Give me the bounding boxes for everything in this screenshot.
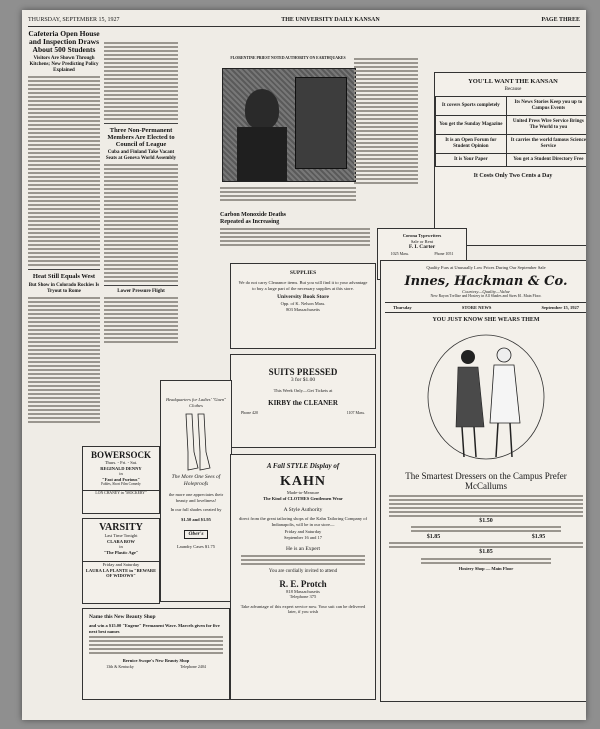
suits-phone: Phone 420 [241, 409, 258, 415]
article-body [104, 164, 178, 282]
league-headline: Three Non-Permanent Members Are Elected to Council of League [107, 127, 175, 148]
varsity-film: "The Plastic Age" [103, 549, 139, 555]
reason-cell: It carries the world famous Science Service [506, 135, 586, 154]
beauty-addr: 13th & Kentucky [106, 663, 134, 669]
reason-cell: Its News Stories Keep you up to Campus Events [506, 97, 586, 116]
innes-price-2: $1.85 [426, 534, 441, 540]
varsity-ad [82, 518, 160, 604]
article-body [104, 42, 178, 120]
bowersock-next: LON CHANEY in "MOCKERY" [83, 490, 159, 497]
kahn-invited: You are cordially invited to attend [268, 569, 338, 574]
carbon-headline: Carbon Monoxide Deaths Repeated as Increasing [220, 212, 287, 225]
innes-day: Thursday [393, 304, 412, 310]
beauty-title: Name this New Beauty Shop [89, 614, 156, 620]
innes-price-1: $1.50 [479, 517, 493, 524]
suits-name: KIRBY the CLEANER [268, 398, 338, 407]
supplies-addr2: 803 Massachusetts [286, 306, 320, 312]
kahn-phone: Telephone 375 [289, 594, 317, 599]
suits-title: SUITS PRESSED [268, 367, 338, 377]
supplies-store: University Book Store [277, 294, 329, 300]
carbon-story [220, 210, 372, 250]
beauty-body: and win a $15.00 "Eugene" Permanent Wave. Marcels given for five next best names [89, 623, 220, 634]
innes-date: September 15, 1927 [541, 304, 579, 310]
legs-illustration [176, 412, 216, 472]
innes-banner: Quality Furs at Unusually Low Prices During Our September Sale [426, 265, 546, 270]
kahn-kind: The Kind of CLOTHES Gentlemen Wear [263, 495, 343, 501]
page-header [28, 14, 580, 27]
innes-price-4: $1.85 [479, 549, 493, 555]
women-illustration [386, 327, 586, 467]
reason-cell: It is Your Paper [436, 154, 507, 167]
suits-addr: 1107 Mass. [346, 409, 365, 415]
photo-story-text [220, 185, 356, 207]
beauty-phone: Telephone 2404 [180, 663, 206, 669]
varsity-in: in [119, 544, 123, 549]
bowersock-star: REGINALD DENNY [100, 465, 142, 471]
cafeteria-headline: Cafeteria Open House and Inspection Draws About 500 Students [28, 29, 100, 54]
kahn-expert: He is an Expert [285, 546, 321, 552]
kahn-direct: direct from the great tailoring shops of the Kahn Tailoring Company of Indianapolis, will be in our store— [239, 516, 367, 527]
newspaper-page [22, 10, 586, 720]
hosiery-text: the more one appreciates their beauty and loveliness! [168, 492, 224, 503]
kahn-addr: 818 Massachusetts [286, 588, 320, 594]
kahn-footer: Take advantage of this expert service now. Your suit can be delivered later, if you wish [240, 603, 366, 614]
innes-tagline: YOU JUST KNOW SHE WEARS THEM [432, 316, 540, 323]
heat-subhead: But Show in Colorado Rockies Is Tryout to Rome [28, 283, 100, 294]
kahn-days: Friday and Saturday [284, 529, 322, 534]
priest-photo [222, 68, 356, 182]
corona-name: F. I. Carter [408, 244, 436, 250]
header-page: PAGE THREE [541, 17, 580, 23]
hosiery-head: Headquarters for Ladies' "Gaen" Clothes [165, 397, 227, 408]
hosiery-more: The More One Sees of Holeproofs [171, 474, 221, 487]
flight-headline: Lower Pressure Flight [117, 289, 165, 294]
corona-line1: Corona Typewriters [402, 233, 442, 238]
hosiery-brand: Ober's [184, 530, 209, 539]
innes-slogan: Courtesy—Quality—Value [462, 288, 510, 294]
innes-name: Innes, Hackman & Co. [404, 273, 568, 289]
header-title: THE UNIVERSITY DAILY KANSAN [281, 17, 380, 23]
kansan-ad [434, 72, 586, 246]
hosiery-price: $1.50 and $1.95 [181, 516, 211, 522]
article-body [28, 297, 100, 423]
cafeteria-subhead: Visitors Are Shown Through Kitchens; New Predicting Policy Explained [29, 56, 99, 73]
kansan-ad-footer: It Costs Only Two Cents a Day [473, 173, 553, 179]
bowersock-ad [82, 446, 160, 514]
innes-sub: New Rayon Trellise and Hosiery in All Shades and Sizes $1. Main Floor. [430, 294, 542, 298]
kahn-made: Made-to-Measure [286, 490, 320, 495]
innes-headline: The Smartest Dressers on the Campus Prefer McCallums [405, 470, 567, 491]
hosiery-shades: In our full shades created by [170, 507, 222, 512]
varsity-star: CLARA BOW [107, 538, 135, 544]
innes-news: STORE NEWS [461, 304, 492, 310]
kahn-authority: A Style Authority [283, 507, 323, 513]
column-1 [28, 28, 100, 442]
beauty-shop-name: Bernice Swope's New Beauty Shop [122, 658, 190, 663]
supplies-addr: Opp. of K. Nelson Mass. [280, 301, 326, 306]
varsity-next: Friday and Saturday [83, 561, 159, 568]
kahn-store: R. E. Protch [279, 578, 327, 589]
article-body [28, 76, 100, 266]
supplies-title: SUPPLIES [289, 270, 317, 276]
kansan-ad-title: YOU'LL WANT THE KANSAN [468, 78, 558, 85]
corona-addr: 1025 Mass. [390, 251, 410, 256]
innes-footer: Hosiery Shop — Main Floor [458, 565, 514, 571]
varsity-line: Last Time Tonight [104, 533, 138, 538]
bowersock-days: Thurs. - Fri. - Sat. [104, 460, 138, 465]
kansan-reasons-table [435, 96, 586, 167]
innes-ad [380, 260, 586, 702]
reason-cell: You get the Sunday Magazine [436, 116, 507, 135]
kahn-ad [230, 454, 376, 700]
kahn-dates: September 16 and 17 [283, 534, 323, 540]
hosiery-footer: Laundry Cases $1.75 [176, 544, 216, 549]
header-date: THURSDAY, SEPTEMBER 15, 1927 [28, 17, 120, 23]
kahn-title: A Fall STYLE Display of [266, 462, 340, 470]
bowersock-extra: Fables, Short Film Comedy [101, 482, 141, 486]
kahn-brand: KAHN [280, 474, 326, 489]
corona-line2: Sale or Rent [410, 238, 434, 244]
corona-phone: Phone 1051 [434, 251, 454, 256]
varsity-name: VARSITY [99, 522, 143, 533]
heat-headline: Heat Still Equals West [32, 273, 96, 280]
bowersock-in: in [119, 471, 123, 476]
suits-line: This Week Only—Get Tickets at [273, 388, 333, 393]
supplies-ad [230, 263, 376, 349]
bowersock-name: BOWERSOCK [90, 450, 151, 460]
bowersock-film: "Fast and Furious" [102, 476, 140, 482]
reason-cell: It is an Open Forum for Student Opinion [436, 135, 507, 154]
suits-ad [230, 354, 376, 448]
photo-caption: FLORENTINE PRIEST NOTED AUTHORITY ON EARTHQUAKES [230, 56, 346, 60]
reason-cell: It covers Sports completely [436, 97, 507, 116]
supplies-body: We do not carry Clearance items. But you will find it to your advantage to buy a large part of the necessary supplies at this store. [238, 280, 368, 291]
varsity-next2: LAURA LA PLANTE in "BEWARE OF WIDOWS" [85, 567, 157, 578]
column-2 [104, 40, 178, 380]
reason-cell: United Press Wire Service Brings The World to you [506, 116, 586, 135]
hosiery-ad [160, 380, 232, 602]
column-3 [354, 56, 418, 206]
article-body [104, 297, 178, 343]
league-subhead: Cuba and Finland Take Vacant Seats at Geneva World Assembly [105, 150, 177, 161]
beauty-shop-ad [82, 608, 230, 700]
suits-price: 3 for $1.00 [290, 377, 316, 383]
innes-price-3: $1.95 [531, 534, 546, 540]
reason-cell: You get a Student Directory Free [506, 154, 586, 167]
kansan-ad-because: Because [504, 87, 522, 92]
